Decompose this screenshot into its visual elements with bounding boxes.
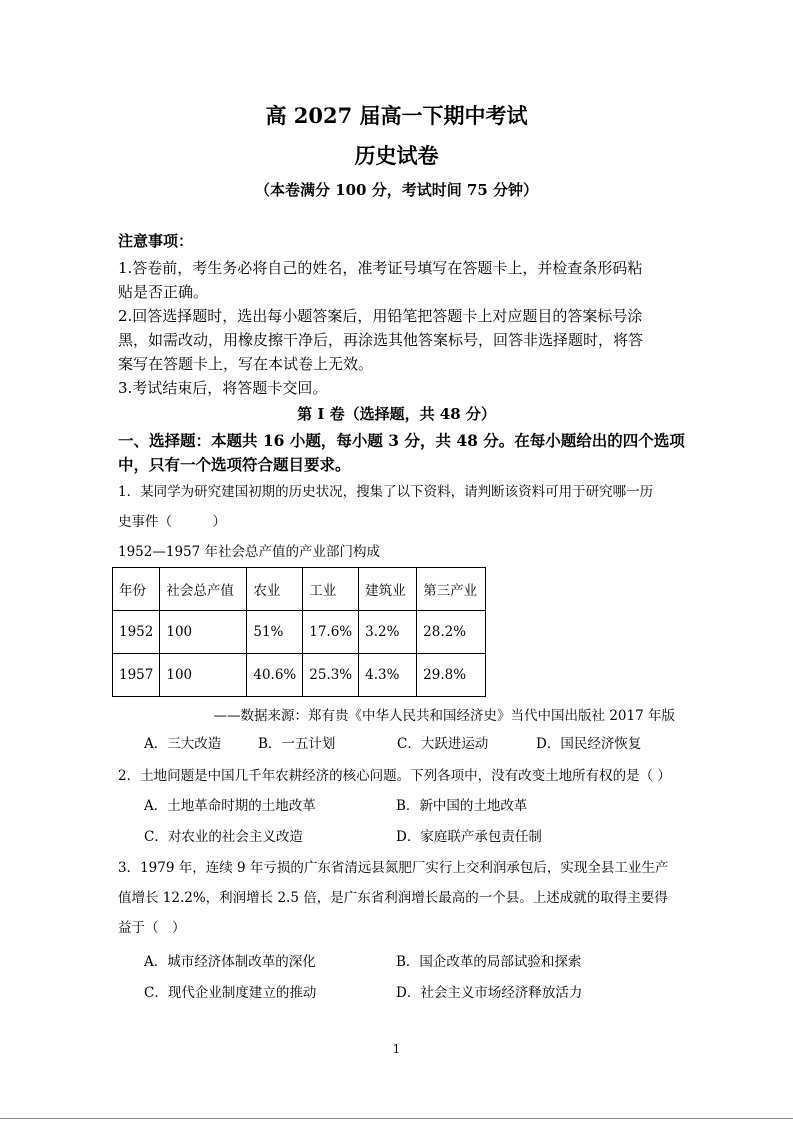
page-bottom-divider [0,1118,793,1119]
table-row [113,654,486,697]
option-b: B．国企改革的局部试验和探索 [396,954,582,970]
option-c: C．现代企业制度建立的推动 [144,985,317,1001]
table-cell: 29.8% [417,654,486,697]
table-cell: 40.6% [247,654,303,697]
option-d: D．社会主义市场经济释放活力 [396,985,583,1001]
question-1-text: 1．某同学为研究建国初期的历史状况，搜集了以下资料，请判断该资料可用于研究哪一历 [118,484,654,500]
table-cell: 28.2% [417,611,486,654]
option-d: D．家庭联产承包责任制 [396,829,542,845]
question-2-text: 2．土地问题是中国几千年农耕经济的核心问题。下列各项中，没有改变土地所有权的是（ ） [118,768,671,784]
exam-title: 高 2027 届高一下期中考试 [265,103,528,128]
data-table [112,567,486,697]
note-line: 案写在答题卡上，写在本试卷上无效。 [118,355,374,373]
question-3-text: 益于（ ） [118,920,186,936]
part-heading: 一、选择题：本题共 16 小题，每小题 3 分，共 48 分。在每小题给出的四个选项 [118,431,685,450]
table-cell: 51% [247,611,303,654]
table-cell: 1957 [113,654,160,697]
question-3-text: 3．1979 年，连续 9 年亏损的广东省清远县氮肥厂实行上交利润承包后，实现全县工业生产 [118,860,669,876]
table-header-cell: 建筑业 [359,568,417,611]
table-row [113,611,486,654]
note-line: 黑，如需改动，用橡皮擦干净后，再涂选其他答案标号，回答非选择题时，将答 [118,331,644,349]
note-line: 1.答卷前，考生务必将自己的姓名，准考证号填写在答题卡上，并检查条形码粘 [118,259,643,277]
page-number: 1 [392,1042,401,1056]
table-header-cell: 社会总产值 [160,568,247,611]
table-header-cell: 工业 [303,568,359,611]
table-header-cell: 农业 [247,568,303,611]
note-line: 贴是否正确。 [118,283,209,301]
option-a: A．三大改造 [144,736,222,752]
part-heading: 中，只有一个选项符合题目要求。 [118,455,351,474]
option-c: C．对农业的社会主义改造 [144,829,303,845]
exam-subject: 历史试卷 [354,143,439,168]
option-b: B．一五计划 [258,736,336,752]
question-1-text: 史事件（ ） [118,514,226,530]
option-b: B．新中国的土地改革 [396,798,528,814]
note-line: 3.考试结束后，将答题卡交回。 [118,379,328,397]
exam-meta: （本卷满分 100 分，考试时间 75 分钟） [254,181,539,199]
table-header-cell: 第三产业 [417,568,486,611]
table-cell: 4.3% [359,654,417,697]
data-source: ——数据来源：郑有贵《中华人民共和国经济史》当代中国出版社 2017 年版 [213,708,675,724]
table-caption: 1952—1957 年社会总产值的产业部门构成 [118,544,381,560]
table-cell: 17.6% [303,611,359,654]
table-cell: 100 [160,611,247,654]
table-cell: 25.3% [303,654,359,697]
note-line: 2.回答选择题时，选出每小题答案后，用铅笔把答题卡上对应题目的答案标号涂 [118,307,643,325]
option-d: D．国民经济恢复 [536,736,642,752]
table-cell: 100 [160,654,247,697]
option-c: C．大跃进运动 [397,736,489,752]
table-cell: 1952 [113,611,160,654]
option-a: A．城市经济体制改革的深化 [144,954,316,970]
notes-heading: 注意事项： [118,232,194,250]
table-header-row [113,568,486,611]
table-cell: 3.2% [359,611,417,654]
table-header-cell: 年份 [113,568,160,611]
question-3-text: 值增长 12.2%，利润增长 2.5 倍，是广东省利润增长最高的一个县。上述成就的取得主要得 [118,890,668,906]
option-a: A．土地革命时期的土地改革 [144,798,316,814]
section-title: 第 I 卷（选择题，共 48 分） [297,405,496,423]
